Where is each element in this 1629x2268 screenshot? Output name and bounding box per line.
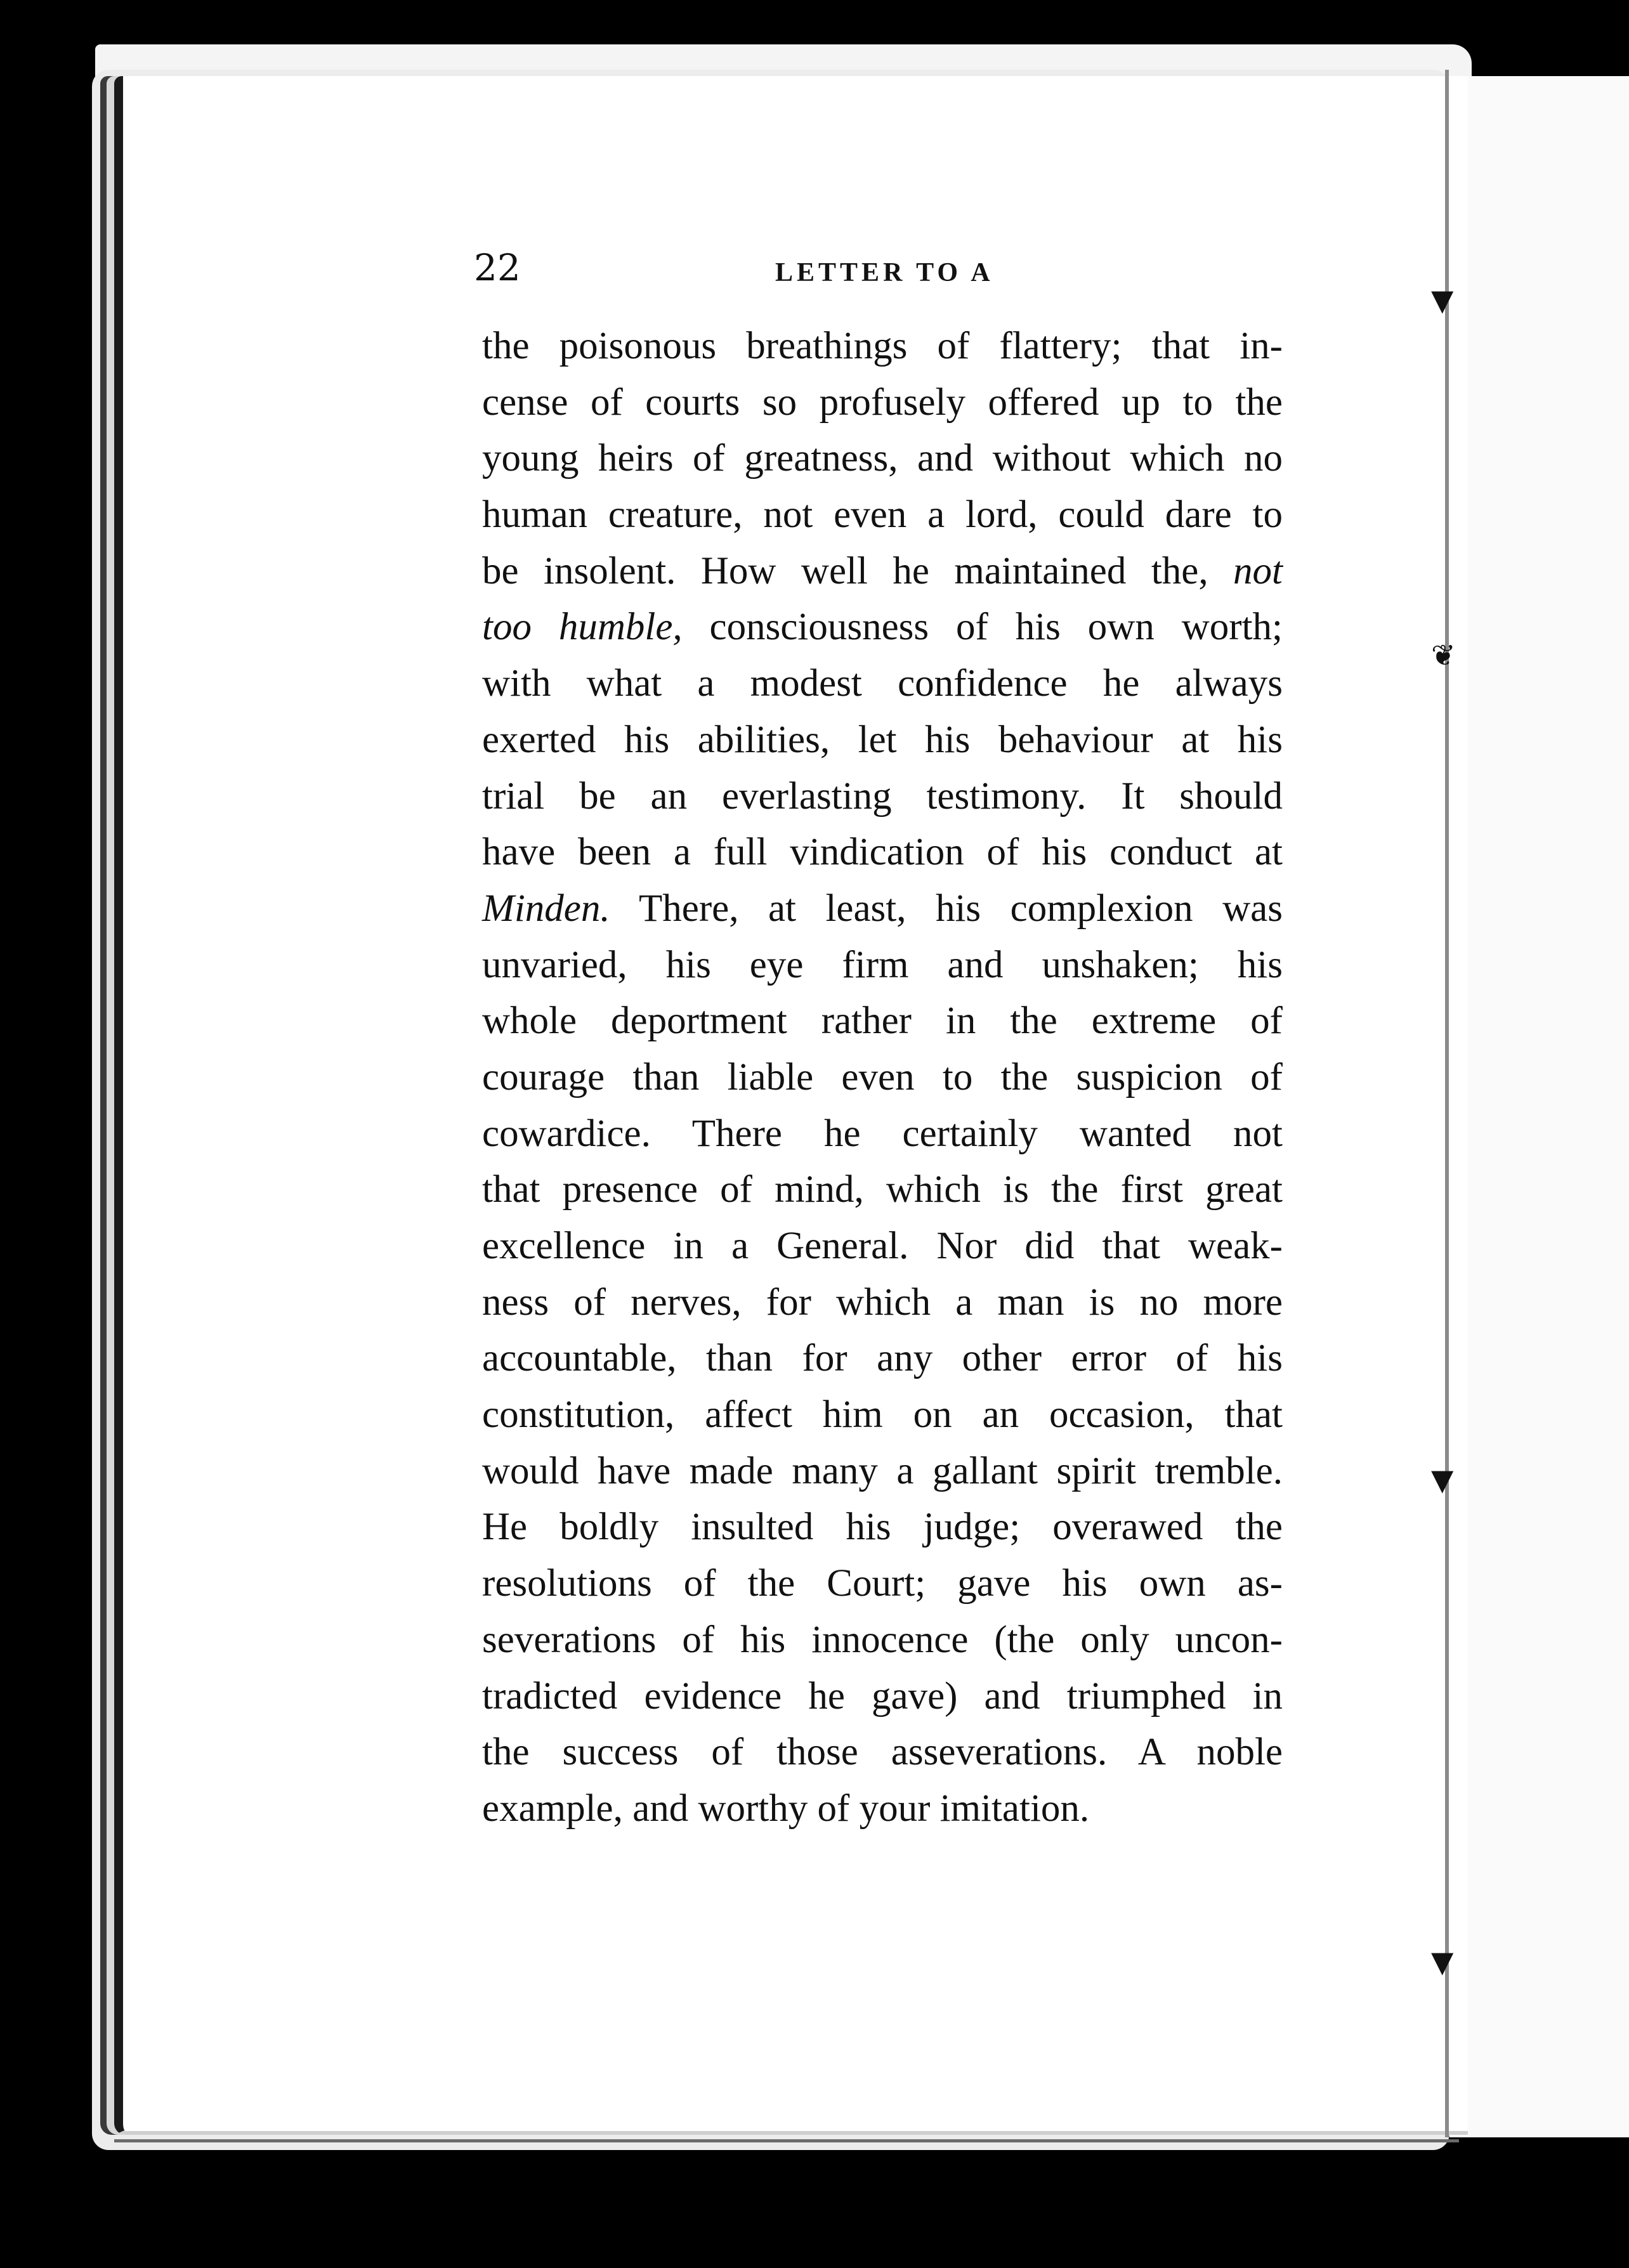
fold-marker-arrow-icon: ▼: [1431, 1463, 1454, 1497]
text-line: unvaried, his eye firm and unshaken; his: [482, 943, 1283, 986]
page-number: 22: [474, 246, 521, 289]
fold-marker-arrow-icon: ▼: [1431, 283, 1454, 317]
text-line: He boldly insulted his judge; overawed the: [482, 1506, 1283, 1549]
text-line: courage than liable even to the suspicion of: [482, 1055, 1283, 1098]
text-line: exerted his abilities, let his behaviour at his: [482, 718, 1283, 761]
italic-phrase: not: [1233, 549, 1283, 592]
text-line: with what a modest confidence he always: [482, 662, 1283, 705]
text-line: be insolent. How well he maintained the, not: [482, 549, 1283, 592]
text-line: the poisonous breathings of flattery; that in-: [482, 325, 1283, 367]
text-line: severations of his innocence (the only uncon-: [482, 1618, 1283, 1661]
running-head: [474, 246, 1288, 290]
text-line: tradicted evidence he gave) and triumphed in: [482, 1674, 1283, 1717]
gutter-line: [1445, 70, 1449, 2137]
text-line: too humble, consciousness of his own worth;: [482, 606, 1283, 649]
body-text: [482, 318, 1283, 1837]
italic-phrase: too humble,: [482, 606, 683, 649]
text-line: the success of those asseverations. A noble: [482, 1731, 1283, 1774]
text-line: excellence in a General. Nor did that weak-: [482, 1225, 1283, 1267]
text-line: ness of nerves, for which a man is no more: [482, 1281, 1283, 1324]
fold-marker-ornament-icon: ❦: [1431, 638, 1456, 672]
text-line: accountable, than for any other error of his: [482, 1337, 1283, 1380]
text-line: Minden. There, at least, his complexion was: [482, 887, 1283, 930]
text-line: constitution, affect him on an occasion, that: [482, 1393, 1283, 1437]
running-title: LETTER TO A: [775, 258, 994, 287]
italic-phrase: Minden.: [482, 887, 610, 930]
fold-marker-arrow-icon: ▼: [1431, 1945, 1454, 1979]
text-line: example, and worthy of your imitation.: [482, 1787, 1090, 1830]
text-line: have been a full vindication of his conduct at: [482, 831, 1283, 874]
text-line: young heirs of greatness, and without which no: [482, 437, 1283, 480]
adjacent-page: [1449, 76, 1629, 2137]
text-line: resolutions of the Court; gave his own as-: [482, 1562, 1283, 1605]
text-line: would have made many a gallant spirit tremble.: [482, 1449, 1283, 1492]
text-line: trial be an everlasting testimony. It should: [482, 774, 1283, 818]
text-line: cense of courts so profusely offered up to the: [482, 381, 1283, 424]
text-line: human creature, not even a lord, could dare to: [482, 493, 1283, 537]
text-line: cowardice. There he certainly wanted not: [482, 1112, 1283, 1155]
text-line: whole deportment rather in the extreme of: [482, 1000, 1283, 1043]
bottom-paper-edge: [114, 2128, 1459, 2142]
text-line: that presence of mind, which is the first great: [482, 1168, 1283, 1211]
